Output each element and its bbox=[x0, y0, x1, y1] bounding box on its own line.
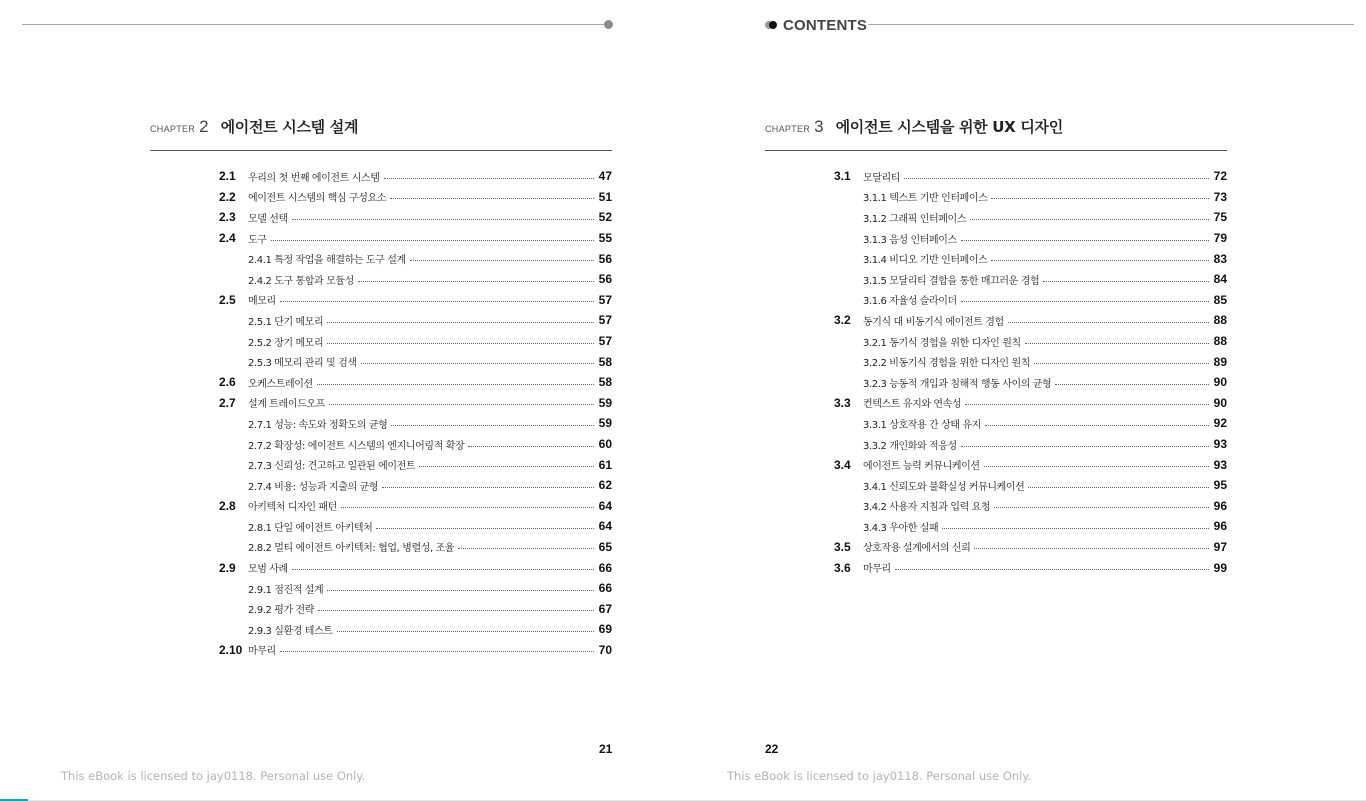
dot-leader bbox=[292, 569, 594, 570]
dot-leader bbox=[961, 301, 1209, 302]
entry-title: 2.9.1 점진적 설계 bbox=[248, 584, 324, 596]
toc-subsection-entry[interactable] bbox=[150, 454, 612, 475]
entry-page-number: 59 bbox=[598, 395, 612, 410]
entry-page-number: 61 bbox=[598, 457, 612, 472]
toc-subsection-entry[interactable] bbox=[150, 537, 612, 558]
toc-section-entry[interactable] bbox=[150, 207, 612, 228]
dot-leader bbox=[384, 178, 595, 179]
dot-leader bbox=[358, 281, 594, 282]
entry-page-number: 73 bbox=[1213, 189, 1227, 204]
entry-title: 2.4.1 특정 작업을 해결하는 도구 설계 bbox=[248, 255, 406, 267]
chapter-3-section bbox=[765, 116, 1227, 578]
entry-page-number: 57 bbox=[598, 313, 612, 328]
entry-title: 우리의 첫 번째 에이전트 시스템 bbox=[248, 172, 380, 184]
page-number-right: 22 bbox=[765, 742, 779, 756]
dot-leader bbox=[337, 631, 594, 632]
entry-page-number: 93 bbox=[1213, 437, 1227, 452]
entry-page-number: 85 bbox=[1213, 292, 1227, 307]
dot-leader bbox=[419, 466, 594, 467]
entry-title: 오케스트레이션 bbox=[248, 378, 313, 390]
toc-subsection-entry[interactable] bbox=[150, 475, 612, 496]
dot-leader bbox=[361, 363, 594, 364]
entry-page-number: 55 bbox=[598, 231, 612, 246]
entry-page-number: 66 bbox=[598, 581, 612, 596]
entry-page-number: 64 bbox=[598, 498, 612, 513]
toc-subsection-entry[interactable] bbox=[150, 248, 612, 269]
entry-title: 3.2.3 능동적 개입과 침해적 행동 사이의 균형 bbox=[863, 378, 1052, 390]
toc-subsection-entry[interactable] bbox=[765, 351, 1227, 372]
toc-subsection-entry[interactable] bbox=[765, 290, 1227, 311]
toc-section-entry[interactable] bbox=[150, 393, 612, 414]
dot-leader bbox=[327, 590, 594, 591]
entry-title: 2.7.2 확장성: 에이전트 시스템의 엔지니어링적 확장 bbox=[248, 440, 465, 452]
entry-title: 3.4.2 사용자 지침과 입력 요청 bbox=[863, 502, 991, 514]
entry-page-number: 57 bbox=[598, 292, 612, 307]
dot-leader bbox=[1055, 384, 1209, 385]
toc-subsection-entry[interactable] bbox=[150, 310, 612, 331]
toc-list bbox=[765, 166, 1227, 578]
entry-page-number: 66 bbox=[598, 560, 612, 575]
section-number: 3.3 bbox=[834, 395, 851, 410]
entry-title: 아키텍처 디자인 패턴 bbox=[248, 502, 337, 514]
section-number: 2.9 bbox=[219, 560, 236, 575]
top-right-divider bbox=[868, 24, 1354, 25]
entry-title: 3.2.1 동기식 경험을 위한 디자인 원칙 bbox=[863, 337, 1021, 349]
toc-section-entry[interactable] bbox=[765, 557, 1227, 578]
entry-title: 2.8.2 멀티 에이전트 아키텍처: 협업, 병렬성, 조율 bbox=[248, 543, 455, 555]
entry-title: 2.5.1 단기 메모리 bbox=[248, 316, 324, 328]
dot-leader bbox=[965, 404, 1209, 405]
dot-leader bbox=[327, 322, 594, 323]
dot-leader bbox=[292, 219, 594, 220]
entry-page-number: 64 bbox=[598, 519, 612, 534]
section-number: 2.4 bbox=[219, 231, 236, 246]
section-number: 2.1 bbox=[219, 169, 236, 184]
dot-leader bbox=[970, 219, 1209, 220]
chapter-divider bbox=[150, 150, 612, 151]
dot-leader bbox=[991, 260, 1209, 261]
entry-title: 모범 사례 bbox=[248, 564, 288, 576]
entry-title: 3.4.1 신뢰도와 불확실성 커뮤니케이션 bbox=[863, 481, 1025, 493]
entry-title: 마무리 bbox=[863, 564, 891, 576]
entry-page-number: 96 bbox=[1213, 498, 1227, 513]
entry-page-number: 96 bbox=[1213, 519, 1227, 534]
entry-page-number: 84 bbox=[1213, 272, 1227, 287]
entry-title: 컨텍스트 유지와 연속성 bbox=[863, 399, 962, 411]
entry-page-number: 59 bbox=[598, 416, 612, 431]
entry-page-number: 92 bbox=[1213, 416, 1227, 431]
entry-page-number: 51 bbox=[598, 189, 612, 204]
top-left-bullet-icon bbox=[604, 20, 613, 29]
entry-page-number: 56 bbox=[598, 272, 612, 287]
entry-title: 3.1.3 음성 인터페이스 bbox=[863, 234, 957, 246]
entry-page-number: 90 bbox=[1213, 375, 1227, 390]
toc-subsection-entry[interactable] bbox=[765, 475, 1227, 496]
toc-subsection-entry[interactable] bbox=[150, 413, 612, 434]
license-notice-right: This eBook is licensed to jay0118. Personal use Only. bbox=[727, 769, 1032, 783]
dot-leader bbox=[410, 260, 594, 261]
section-number: 3.6 bbox=[834, 560, 851, 575]
toc-subsection-entry[interactable] bbox=[765, 248, 1227, 269]
toc-subsection-entry[interactable] bbox=[765, 516, 1227, 537]
dot-leader bbox=[994, 507, 1209, 508]
dot-leader bbox=[904, 178, 1209, 179]
contents-header bbox=[765, 15, 867, 35]
section-number: 2.6 bbox=[219, 375, 236, 390]
dot-leader bbox=[895, 569, 1209, 570]
section-number: 2.2 bbox=[219, 189, 236, 204]
toc-subsection-entry[interactable] bbox=[150, 598, 612, 619]
entry-title: 에이전트 능력 커뮤니케이션 bbox=[863, 461, 980, 473]
entry-title: 3.4.3 우아한 실패 bbox=[863, 522, 939, 534]
chapter-heading bbox=[150, 116, 612, 142]
toc-subsection-entry[interactable] bbox=[150, 434, 612, 455]
toc-section-entry[interactable] bbox=[765, 537, 1227, 558]
entry-title: 2.5.3 메모리 관리 및 검색 bbox=[248, 358, 357, 370]
dot-leader bbox=[1034, 363, 1209, 364]
entry-page-number: 65 bbox=[598, 539, 612, 554]
toc-subsection-entry[interactable] bbox=[150, 331, 612, 352]
entry-page-number: 52 bbox=[598, 210, 612, 225]
dot-leader bbox=[1008, 322, 1209, 323]
page-number-left: 21 bbox=[599, 742, 613, 756]
section-number: 3.2 bbox=[834, 313, 851, 328]
entry-page-number: 47 bbox=[598, 169, 612, 184]
entry-title: 2.5.2 장기 메모리 bbox=[248, 337, 324, 349]
toc-subsection-entry[interactable] bbox=[765, 187, 1227, 208]
dot-leader bbox=[961, 446, 1209, 447]
toc-section-entry[interactable] bbox=[765, 393, 1227, 414]
toc-subsection-entry[interactable] bbox=[765, 496, 1227, 517]
toc-subsection-entry[interactable] bbox=[150, 619, 612, 640]
toc-subsection-entry[interactable] bbox=[765, 269, 1227, 290]
dot-leader bbox=[391, 425, 594, 426]
entry-page-number: 69 bbox=[598, 622, 612, 637]
entry-page-number: 97 bbox=[1213, 539, 1227, 554]
dot-leader bbox=[341, 507, 594, 508]
toc-section-entry[interactable] bbox=[765, 166, 1227, 187]
entry-page-number: 57 bbox=[598, 334, 612, 349]
entry-page-number: 58 bbox=[598, 375, 612, 390]
entry-page-number: 88 bbox=[1213, 313, 1227, 328]
toc-subsection-entry[interactable] bbox=[150, 351, 612, 372]
license-notice-left: This eBook is licensed to jay0118. Personal use Only. bbox=[61, 769, 366, 783]
section-number: 2.7 bbox=[219, 395, 236, 410]
toc-section-entry[interactable] bbox=[150, 166, 612, 187]
dot-leader bbox=[1028, 487, 1209, 488]
chapter-label: CHAPTER bbox=[765, 124, 811, 134]
entry-page-number: 70 bbox=[598, 642, 612, 657]
toc-subsection-entry[interactable] bbox=[765, 207, 1227, 228]
chapter-title: 에이전트 시스템을 위한 UX 디자인 bbox=[835, 118, 1063, 136]
dot-leader bbox=[468, 446, 594, 447]
chapter-number: 2 bbox=[199, 117, 209, 136]
dot-leader bbox=[1043, 281, 1209, 282]
dot-leader bbox=[942, 528, 1209, 529]
entry-title: 2.8.1 단일 에이전트 아키텍처 bbox=[248, 522, 373, 534]
entry-title: 2.7.4 비용: 성능과 지출의 균형 bbox=[248, 481, 379, 493]
entry-title: 3.1.1 텍스트 기반 인터페이스 bbox=[863, 193, 988, 205]
toc-subsection-entry[interactable] bbox=[150, 269, 612, 290]
entry-title: 3.1.5 모달리티 결합을 통한 매끄러운 경험 bbox=[863, 275, 1040, 287]
dot-leader bbox=[984, 466, 1209, 467]
dot-leader bbox=[318, 610, 594, 611]
entry-page-number: 60 bbox=[598, 437, 612, 452]
toc-subsection-entry[interactable] bbox=[150, 578, 612, 599]
entry-page-number: 75 bbox=[1213, 210, 1227, 225]
toc-section-entry[interactable] bbox=[150, 557, 612, 578]
toc-subsection-entry[interactable] bbox=[765, 413, 1227, 434]
dot-leader bbox=[458, 548, 594, 549]
section-number: 2.5 bbox=[219, 292, 236, 307]
entry-title: 상호작용 설계에서의 신뢰 bbox=[863, 543, 971, 555]
entry-page-number: 90 bbox=[1213, 395, 1227, 410]
entry-title: 2.7.3 신뢰성: 견고하고 일관된 에이전트 bbox=[248, 461, 416, 473]
entry-title: 3.1.2 그래픽 인터페이스 bbox=[863, 213, 967, 225]
entry-title: 2.7.1 성능: 속도와 정확도의 균형 bbox=[248, 419, 388, 431]
dot-leader bbox=[974, 548, 1209, 549]
chapter-heading bbox=[765, 116, 1227, 142]
entry-title: 2.9.3 실환경 테스트 bbox=[248, 625, 333, 637]
entry-page-number: 93 bbox=[1213, 457, 1227, 472]
dot-leader bbox=[376, 528, 594, 529]
toc-section-entry[interactable] bbox=[150, 640, 612, 661]
dot-leader bbox=[961, 240, 1209, 241]
entry-title: 도구 bbox=[248, 234, 267, 246]
entry-title: 동기식 대 비동기식 에이전트 경험 bbox=[863, 316, 1004, 328]
dot-leader bbox=[985, 425, 1209, 426]
entry-title: 설계 트레이드오프 bbox=[248, 399, 325, 411]
toc-section-entry[interactable] bbox=[765, 310, 1227, 331]
entry-title: 3.1.4 비디오 기반 인터페이스 bbox=[863, 255, 988, 267]
section-number: 2.3 bbox=[219, 210, 236, 225]
entry-title: 3.3.2 개인화와 적응성 bbox=[863, 440, 957, 452]
entry-title: 마무리 bbox=[248, 646, 276, 658]
toc-section-entry[interactable] bbox=[150, 496, 612, 517]
entry-title: 3.2.2 비동기식 경험을 위한 디자인 원칙 bbox=[863, 358, 1030, 370]
entry-page-number: 62 bbox=[598, 478, 612, 493]
dot-leader bbox=[390, 198, 594, 199]
section-number: 3.5 bbox=[834, 539, 851, 554]
entry-page-number: 88 bbox=[1213, 334, 1227, 349]
toc-subsection-entry[interactable] bbox=[765, 434, 1227, 455]
dot-leader bbox=[271, 240, 594, 241]
entry-page-number: 58 bbox=[598, 354, 612, 369]
entry-title: 2.4.2 도구 통합과 모듈성 bbox=[248, 275, 354, 287]
toc-section-entry[interactable] bbox=[150, 187, 612, 208]
entry-title: 에이전트 시스템의 핵심 구성요소 bbox=[248, 193, 386, 205]
entry-page-number: 99 bbox=[1213, 560, 1227, 575]
section-number: 3.1 bbox=[834, 169, 851, 184]
dot-leader bbox=[991, 198, 1209, 199]
dot-leader bbox=[329, 404, 594, 405]
entry-page-number: 83 bbox=[1213, 251, 1227, 266]
toc-list bbox=[150, 166, 612, 660]
entry-page-number: 89 bbox=[1213, 354, 1227, 369]
entry-page-number: 67 bbox=[598, 601, 612, 616]
entry-title: 모델 선택 bbox=[248, 213, 288, 225]
entry-page-number: 72 bbox=[1213, 169, 1227, 184]
entry-title: 3.3.1 상호작용 간 상태 유지 bbox=[863, 419, 981, 431]
entry-title: 2.9.2 평가 전략 bbox=[248, 605, 315, 617]
section-number: 2.8 bbox=[219, 498, 236, 513]
section-number: 2.10 bbox=[219, 642, 243, 657]
chapter-divider bbox=[765, 150, 1227, 151]
contents-title: CONTENTS bbox=[783, 16, 868, 34]
toc-subsection-entry[interactable] bbox=[765, 331, 1227, 352]
toc-section-entry[interactable] bbox=[150, 372, 612, 393]
dot-leader bbox=[280, 301, 594, 302]
dot-leader bbox=[327, 343, 594, 344]
chapter-number: 3 bbox=[814, 117, 824, 136]
toc-subsection-entry[interactable] bbox=[765, 228, 1227, 249]
top-left-divider bbox=[22, 24, 610, 25]
chapter-label: CHAPTER bbox=[150, 124, 196, 134]
dot-leader bbox=[317, 384, 594, 385]
black-bullet-icon bbox=[769, 21, 777, 29]
dot-leader bbox=[280, 651, 594, 652]
entry-page-number: 56 bbox=[598, 251, 612, 266]
entry-title: 모달리티 bbox=[863, 172, 901, 184]
entry-title: 메모리 bbox=[248, 296, 276, 308]
toc-section-entry[interactable] bbox=[765, 454, 1227, 475]
entry-page-number: 79 bbox=[1213, 231, 1227, 246]
chapter-2-section bbox=[150, 116, 612, 660]
chapter-title: 에이전트 시스템 설계 bbox=[220, 118, 359, 136]
toc-section-entry[interactable] bbox=[150, 290, 612, 311]
toc-subsection-entry[interactable] bbox=[150, 516, 612, 537]
toc-subsection-entry[interactable] bbox=[765, 372, 1227, 393]
toc-section-entry[interactable] bbox=[150, 228, 612, 249]
dot-leader bbox=[382, 487, 594, 488]
entry-title: 3.1.6 자율성 슬라이더 bbox=[863, 296, 957, 308]
section-number: 3.4 bbox=[834, 457, 851, 472]
dot-leader bbox=[1025, 343, 1209, 344]
entry-page-number: 95 bbox=[1213, 478, 1227, 493]
